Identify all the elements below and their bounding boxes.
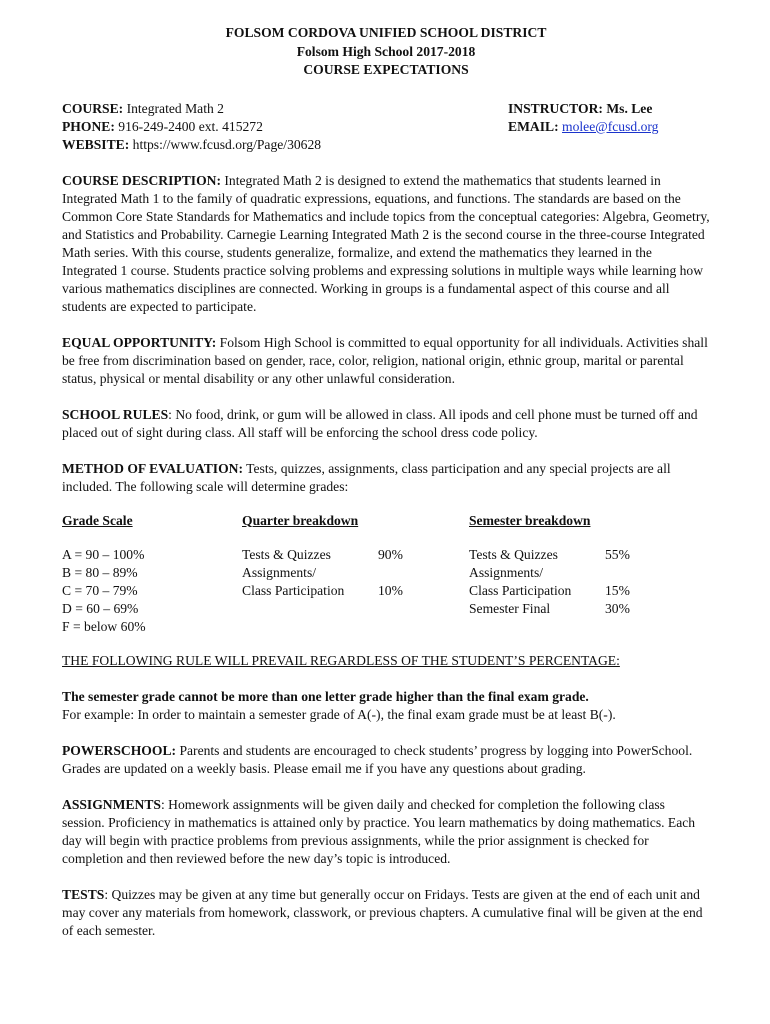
grade-scale-item: A = 90 – 100%	[62, 546, 145, 562]
semester-row	[469, 600, 709, 618]
course-line	[62, 100, 502, 118]
quarter-breakdown-heading: Quarter breakdown	[242, 512, 359, 528]
assignments-label: ASSIGNMENTS	[62, 796, 161, 812]
quarter-row-label: Assignments/	[242, 564, 317, 580]
district-name: FOLSOM CORDOVA UNIFIED SCHOOL DISTRICT	[225, 25, 547, 40]
course-label: COURSE:	[62, 100, 124, 116]
semester-breakdown-heading: Semester breakdown	[469, 512, 591, 528]
assignments	[62, 796, 710, 868]
semester-row-label: Class Participation	[469, 582, 572, 598]
quarter-row-label: Class Participation	[242, 582, 345, 598]
website-value: https://www.fcusd.org/Page/30628	[129, 136, 322, 152]
grade-rule-example: For example: In order to maintain a semester grade of A(-), the final exam grade must be at least B(-).	[62, 706, 616, 722]
grade-tables	[62, 512, 710, 636]
phone-label: PHONE:	[62, 118, 115, 134]
grade-scale-item: F = below 60%	[62, 618, 146, 634]
course-value: Integrated Math 2	[123, 100, 224, 116]
semester-row	[469, 582, 709, 600]
website-line	[62, 136, 502, 154]
semester-row-value: 55%	[605, 546, 630, 562]
course-info-left	[62, 100, 502, 154]
course-info	[62, 100, 710, 154]
powerschool-text: Parents and students are encouraged to check students’ progress by logging into PowerSchool. Grades are updated on a weekly basis. Please email me if you have any questions about grading.	[62, 742, 693, 776]
website-label: WEBSITE:	[62, 136, 130, 152]
semester-row	[469, 564, 709, 582]
quarter-breakdown	[242, 512, 469, 636]
equal-opportunity	[62, 334, 710, 388]
document-header	[62, 24, 710, 80]
tests-label: TESTS	[62, 886, 105, 902]
powerschool	[62, 742, 710, 778]
semester-row-value: 15%	[605, 582, 630, 598]
phone-line	[62, 118, 502, 136]
tests-text: : Quizzes may be given at any time but generally occur on Fridays. Tests are given at the end of each unit and may cover any materials from homework, classwork, or previous chapters. A cumulative final will be given at the end of each semester.	[62, 886, 703, 938]
email-line	[508, 118, 708, 136]
grade-rule-heading: THE FOLLOWING RULE WILL PREVAIL REGARDLESS OF THE STUDENT’S PERCENTAGE:	[62, 652, 620, 668]
school-rules	[62, 406, 710, 442]
grade-rule	[62, 688, 710, 724]
school-rules-text: : No food, drink, or gum will be allowed in class. All ipods and cell phone must be turned off and placed out of sight during class. All staff will be enforcing the school dress code policy.	[62, 406, 698, 440]
grade-scale-item: B = 80 – 89%	[62, 564, 138, 580]
grade-scale-item: C = 70 – 79%	[62, 582, 138, 598]
quarter-row	[242, 564, 469, 582]
assignments-text: : Homework assignments will be given daily and checked for completion the following class session. Proficiency in mathematics is attained only by practice. You learn mathematics by doing mathematics. Each day will begin with practice problems from previous assignments, while the prior assignment is checked for completion and then reviewed before the new day’s topic is introduced.	[62, 796, 696, 866]
grade-scale	[62, 512, 242, 636]
evaluation-text: Tests, quizzes, assignments, class participation and any special projects are all included. The following scale will determine grades:	[62, 460, 671, 494]
document-title: COURSE EXPECTATIONS	[303, 62, 469, 77]
equal-opportunity-text: Folsom High School is committed to equal opportunity for all individuals. Activities shall be free from discrimination based on gender, race, color, religion, national origin, ethnic group, marital or parental status, physical or mental disability or any other unlawful consideration.	[62, 334, 708, 386]
quarter-row-value: 10%	[378, 582, 403, 598]
evaluation-label: METHOD OF EVALUATION:	[62, 460, 244, 476]
equal-opportunity-label: EQUAL OPPORTUNITY:	[62, 334, 217, 350]
semester-row-label: Semester Final	[469, 600, 551, 616]
method-of-evaluation	[62, 460, 710, 496]
email-link[interactable]: molee@fcusd.org	[562, 118, 659, 134]
semester-row-label: Assignments/	[469, 564, 544, 580]
grade-rule-statement: The semester grade cannot be more than one letter grade higher than the final exam grade.	[62, 688, 589, 704]
semester-row-value: 30%	[605, 600, 630, 616]
course-description-label: COURSE DESCRIPTION:	[62, 172, 221, 188]
quarter-row	[242, 546, 469, 564]
school-name: Folsom High School 2017-2018	[296, 43, 476, 59]
grade-scale-heading: Grade Scale	[62, 512, 133, 528]
phone-value: 916-249-2400 ext. 415272	[114, 118, 263, 134]
grade-scale-item: D = 60 – 69%	[62, 600, 139, 616]
semester-row	[469, 546, 709, 564]
semester-breakdown	[469, 512, 709, 636]
course-description-text: Integrated Math 2 is designed to extend the mathematics that students learned in Integrated Math 1 to the family of quadratic expressions, equations, and functions. The standards are based on the Common Core State Standards for Mathematics and include topics from the conceptual categories: Algebra, Geometry, and Statistics and Probability. Carnegie Learning Integrated Math 2 is the second course in the three-course Integrated Math series. With this course, students generalize, formalize, and extend the mathematics they learned in the Integrated 1 course. Students practice solving problems and expressing solutions in multiple ways while learning how various mathematics disciplines are connected. Working in groups is a fundamental aspect of this course and all students are expected to participate.	[62, 172, 710, 314]
email-label: EMAIL:	[508, 118, 559, 134]
tests	[62, 886, 710, 940]
powerschool-label: POWERSCHOOL:	[62, 742, 177, 758]
instructor-line: INSTRUCTOR: Ms. Lee	[508, 100, 653, 116]
course-info-right	[508, 100, 708, 154]
school-rules-label: SCHOOL RULES	[62, 406, 169, 422]
quarter-row-label: Tests & Quizzes	[242, 546, 331, 562]
semester-row-label: Tests & Quizzes	[469, 546, 558, 562]
quarter-row	[242, 582, 469, 600]
course-description	[62, 172, 710, 316]
quarter-row-value: 90%	[378, 546, 403, 562]
